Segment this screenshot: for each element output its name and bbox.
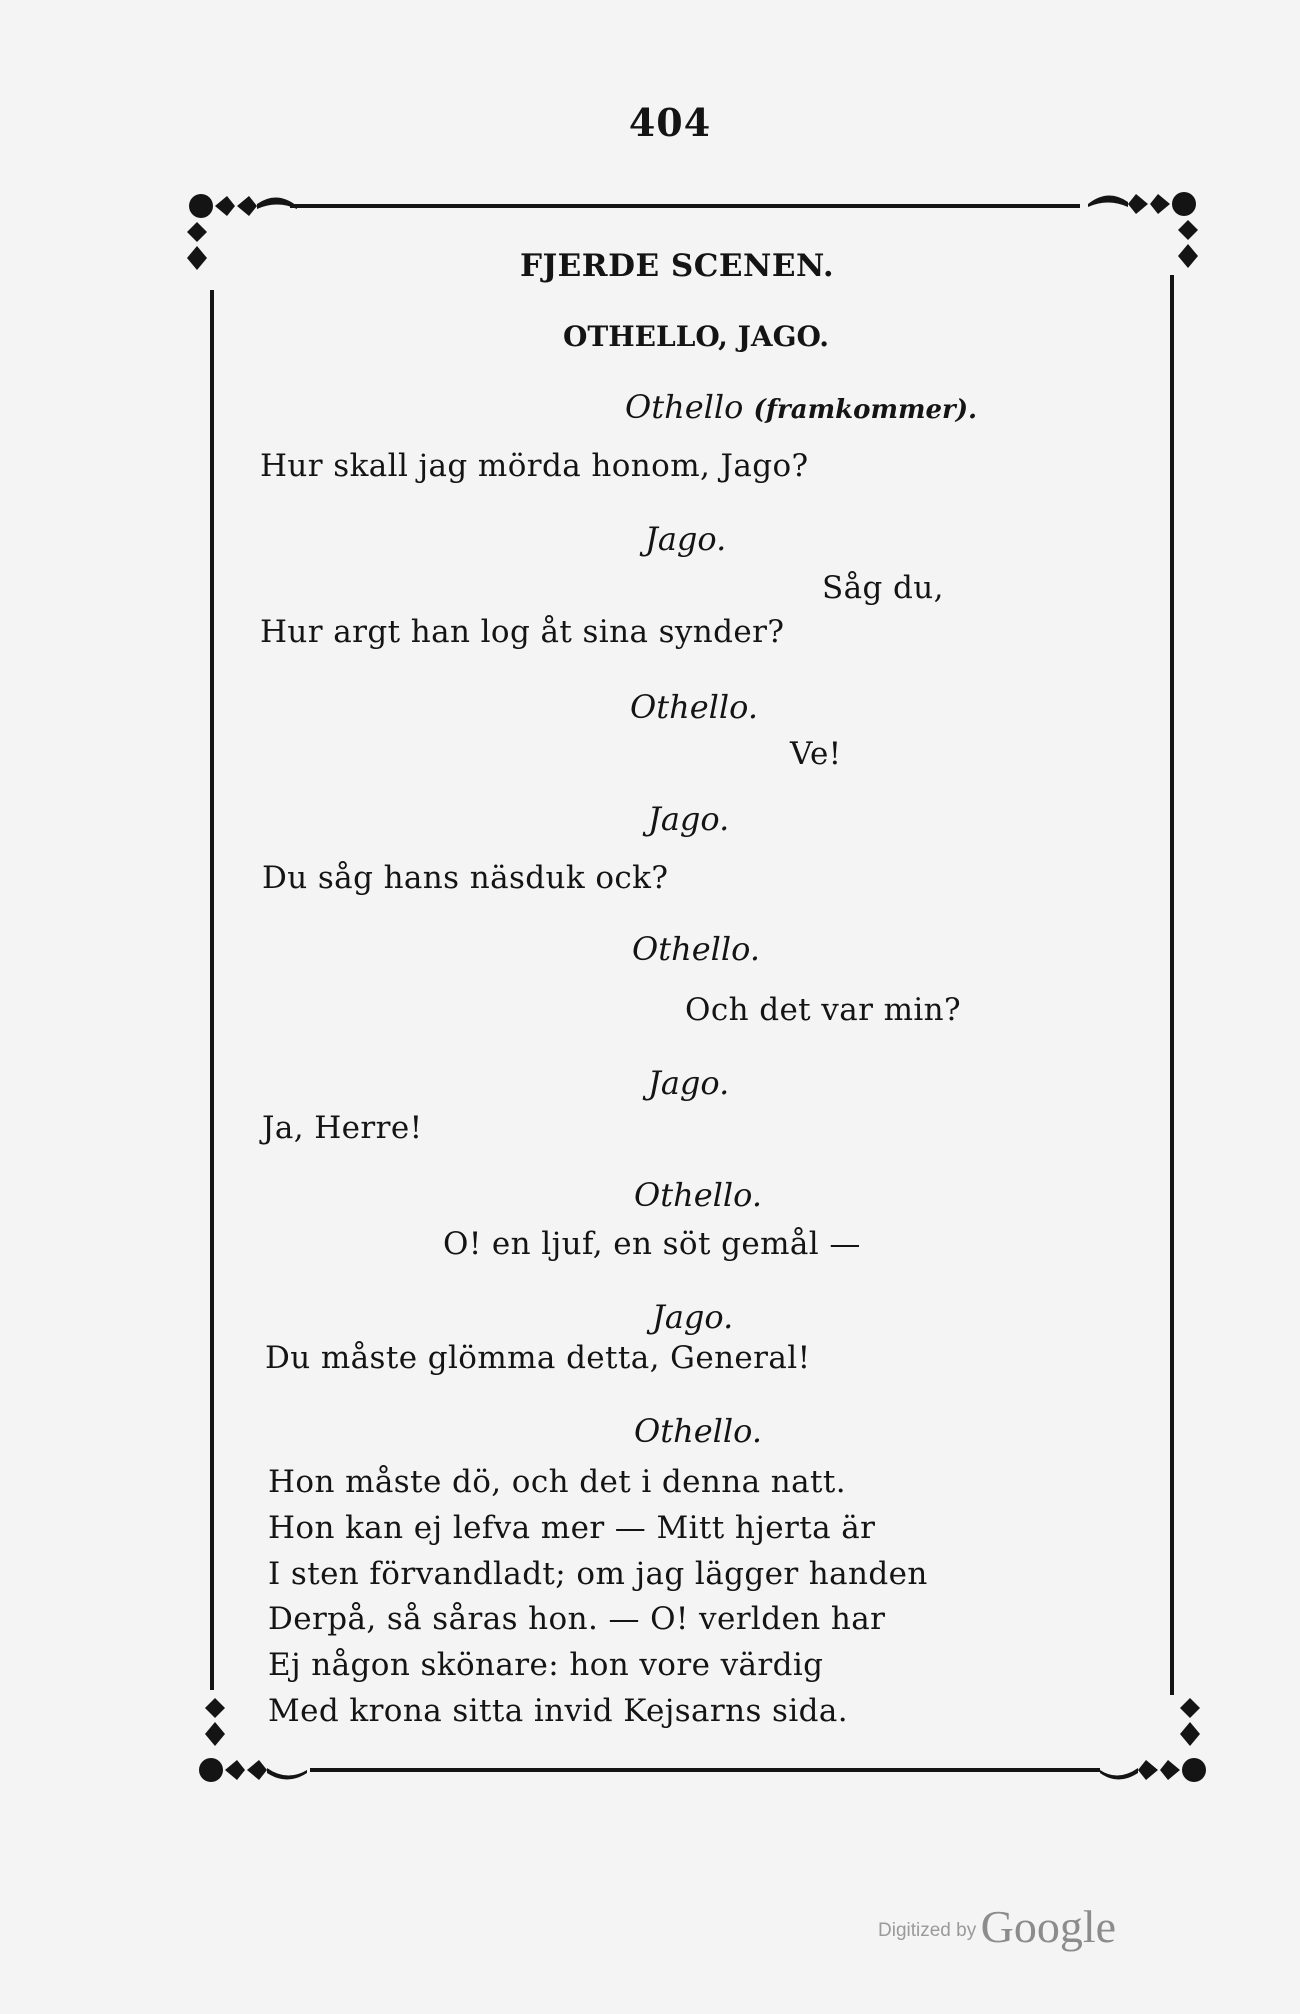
page-number: 404 xyxy=(628,100,712,145)
border-bottom-line xyxy=(310,1768,1100,1772)
line-verse: Hur skall jag mörda honom, Jago? xyxy=(260,448,809,484)
line-verse: Du måste glömma detta, General! xyxy=(265,1340,811,1376)
line-speaker: Othello. xyxy=(634,1412,762,1450)
digitized-watermark xyxy=(878,1900,1116,1953)
line-verse: Såg du, xyxy=(822,570,944,606)
corner-ornament-icon xyxy=(1100,1690,1210,1795)
line-verse: Hon kan ej lefva mer — Mitt hjerta är xyxy=(268,1510,876,1546)
line-verse: Ja, Herre! xyxy=(262,1110,423,1146)
line-speaker: Othello. xyxy=(632,930,760,968)
watermark-brand: Google xyxy=(980,1901,1117,1952)
line-verse: Hur argt han log åt sina synder? xyxy=(260,614,785,650)
line-verse: I sten förvandladt; om jag lägger handen xyxy=(268,1556,928,1592)
line-speaker: Jago. xyxy=(648,1064,730,1102)
line-verse: Med krona sitta invid Kejsarns sida. xyxy=(268,1693,849,1729)
stage-direction xyxy=(625,388,977,426)
border-left-line xyxy=(210,290,214,1690)
line-verse: Ve! xyxy=(790,736,842,772)
scene-title: FJERDE SCENEN. xyxy=(520,248,835,284)
line-speaker: Jago. xyxy=(648,800,730,838)
line-speaker: Jago. xyxy=(645,520,727,558)
line-speaker: Othello. xyxy=(634,1176,762,1214)
line-verse: Derpå, så såras hon. — O! verlden har xyxy=(268,1601,886,1637)
line-verse: Hon måste dö, och det i denna natt. xyxy=(268,1464,846,1500)
line-verse: Ej någon skönare: hon vore värdig xyxy=(268,1647,824,1683)
character-list: OTHELLO, JAGO. xyxy=(563,320,830,353)
stage-direction-text: (framkommer). xyxy=(753,395,978,425)
stage-direction-speaker: Othello xyxy=(625,388,744,426)
line-speaker: Othello. xyxy=(630,688,758,726)
line-verse: Du såg hans näsduk ock? xyxy=(262,860,669,896)
corner-ornament-icon xyxy=(1085,180,1200,285)
line-verse: Och det var min? xyxy=(685,992,962,1028)
watermark-prefix: Digitized by xyxy=(878,1920,977,1941)
border-right-line xyxy=(1170,275,1174,1695)
line-speaker: Jago. xyxy=(652,1298,734,1336)
corner-ornament-icon xyxy=(185,182,300,287)
line-verse: O! en ljuf, en söt gemål — xyxy=(443,1226,861,1262)
border-top-line xyxy=(290,204,1080,208)
